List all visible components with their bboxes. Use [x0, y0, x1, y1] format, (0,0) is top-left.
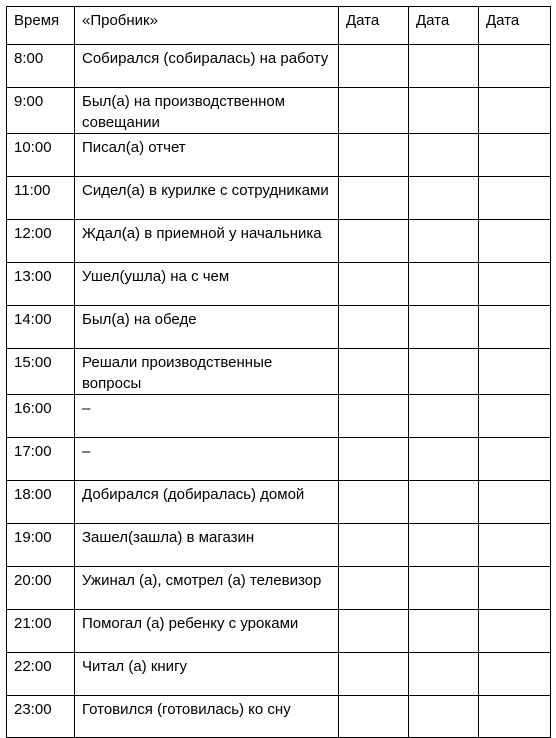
date-cell	[339, 653, 409, 696]
time-cell: 14:00	[7, 306, 75, 349]
activity-cell: Готовился (готовилась) ко сну	[75, 696, 339, 738]
table-row	[7, 220, 551, 263]
time-cell: 16:00	[7, 395, 75, 438]
time-cell: 10:00	[7, 134, 75, 177]
date-cell	[479, 481, 551, 524]
activity-cell: Помогал (а) ребенку с уроками	[75, 610, 339, 653]
activity-cell: Был(а) на производственном совещании	[75, 88, 339, 134]
activity-cell: Сидел(а) в курилке с сотрудниками	[75, 177, 339, 220]
time-cell: 17:00	[7, 438, 75, 481]
time-cell: 22:00	[7, 653, 75, 696]
date-cell	[339, 177, 409, 220]
table-row	[7, 134, 551, 177]
table-row	[7, 45, 551, 88]
date-cell	[479, 177, 551, 220]
date-cell	[409, 349, 479, 395]
time-cell: 23:00	[7, 696, 75, 738]
date-cell	[479, 524, 551, 567]
date-cell	[479, 349, 551, 395]
time-cell: 20:00	[7, 567, 75, 610]
date-cell	[339, 567, 409, 610]
table-row	[7, 610, 551, 653]
table-row	[7, 653, 551, 696]
table-row	[7, 263, 551, 306]
date-cell	[479, 263, 551, 306]
time-cell: 12:00	[7, 220, 75, 263]
time-cell: 9:00	[7, 88, 75, 134]
activity-cell: Ушел(ушла) на с чем	[75, 263, 339, 306]
date-cell	[479, 610, 551, 653]
header-time: Время	[7, 7, 75, 45]
date-cell	[479, 45, 551, 88]
date-cell	[409, 696, 479, 738]
table-row	[7, 395, 551, 438]
table-row	[7, 177, 551, 220]
date-cell	[409, 481, 479, 524]
date-cell	[479, 220, 551, 263]
date-cell	[479, 134, 551, 177]
date-cell	[409, 610, 479, 653]
date-cell	[409, 134, 479, 177]
date-cell	[339, 306, 409, 349]
table-row	[7, 567, 551, 610]
table-row	[7, 696, 551, 738]
header-row	[7, 7, 551, 45]
activity-cell: Собирался (собиралась) на работу	[75, 45, 339, 88]
date-cell	[339, 88, 409, 134]
date-cell	[479, 567, 551, 610]
date-cell	[409, 45, 479, 88]
activity-cell: Решали производственные вопросы	[75, 349, 339, 395]
date-cell	[339, 481, 409, 524]
activity-cell: Зашел(зашла) в магазин	[75, 524, 339, 567]
date-cell	[479, 306, 551, 349]
table-row	[7, 524, 551, 567]
time-cell: 18:00	[7, 481, 75, 524]
time-log-table	[6, 6, 551, 738]
date-cell	[409, 438, 479, 481]
activity-cell: Добирался (добиралась) домой	[75, 481, 339, 524]
date-cell	[409, 395, 479, 438]
table-body	[7, 45, 551, 738]
date-cell	[339, 134, 409, 177]
activity-cell: Ужинал (а), смотрел (а) телевизор	[75, 567, 339, 610]
date-cell	[339, 395, 409, 438]
table-header	[7, 7, 551, 45]
date-cell	[339, 45, 409, 88]
activity-cell: Писал(а) отчет	[75, 134, 339, 177]
header-date-2: Дата	[409, 7, 479, 45]
date-cell	[479, 438, 551, 481]
date-cell	[479, 696, 551, 738]
activity-cell: Ждал(а) в приемной у начальника	[75, 220, 339, 263]
date-cell	[409, 263, 479, 306]
table-row	[7, 481, 551, 524]
header-activity: «Пробник»	[75, 7, 339, 45]
table-row	[7, 306, 551, 349]
date-cell	[409, 653, 479, 696]
time-cell: 15:00	[7, 349, 75, 395]
table-row	[7, 438, 551, 481]
date-cell	[409, 306, 479, 349]
date-cell	[339, 524, 409, 567]
date-cell	[479, 88, 551, 134]
header-date-1: Дата	[339, 7, 409, 45]
date-cell	[409, 177, 479, 220]
time-cell: 19:00	[7, 524, 75, 567]
date-cell	[409, 88, 479, 134]
date-cell	[339, 438, 409, 481]
date-cell	[479, 653, 551, 696]
time-cell: 21:00	[7, 610, 75, 653]
table-row	[7, 349, 551, 395]
date-cell	[339, 610, 409, 653]
activity-cell: –	[75, 438, 339, 481]
time-cell: 11:00	[7, 177, 75, 220]
time-cell: 8:00	[7, 45, 75, 88]
date-cell	[479, 395, 551, 438]
date-cell	[409, 524, 479, 567]
header-date-3: Дата	[479, 7, 551, 45]
time-cell: 13:00	[7, 263, 75, 306]
date-cell	[339, 696, 409, 738]
activity-cell: Был(а) на обеде	[75, 306, 339, 349]
activity-cell: –	[75, 395, 339, 438]
date-cell	[339, 349, 409, 395]
date-cell	[339, 220, 409, 263]
activity-cell: Читал (а) книгу	[75, 653, 339, 696]
table-row	[7, 88, 551, 134]
date-cell	[409, 220, 479, 263]
date-cell	[339, 263, 409, 306]
date-cell	[409, 567, 479, 610]
